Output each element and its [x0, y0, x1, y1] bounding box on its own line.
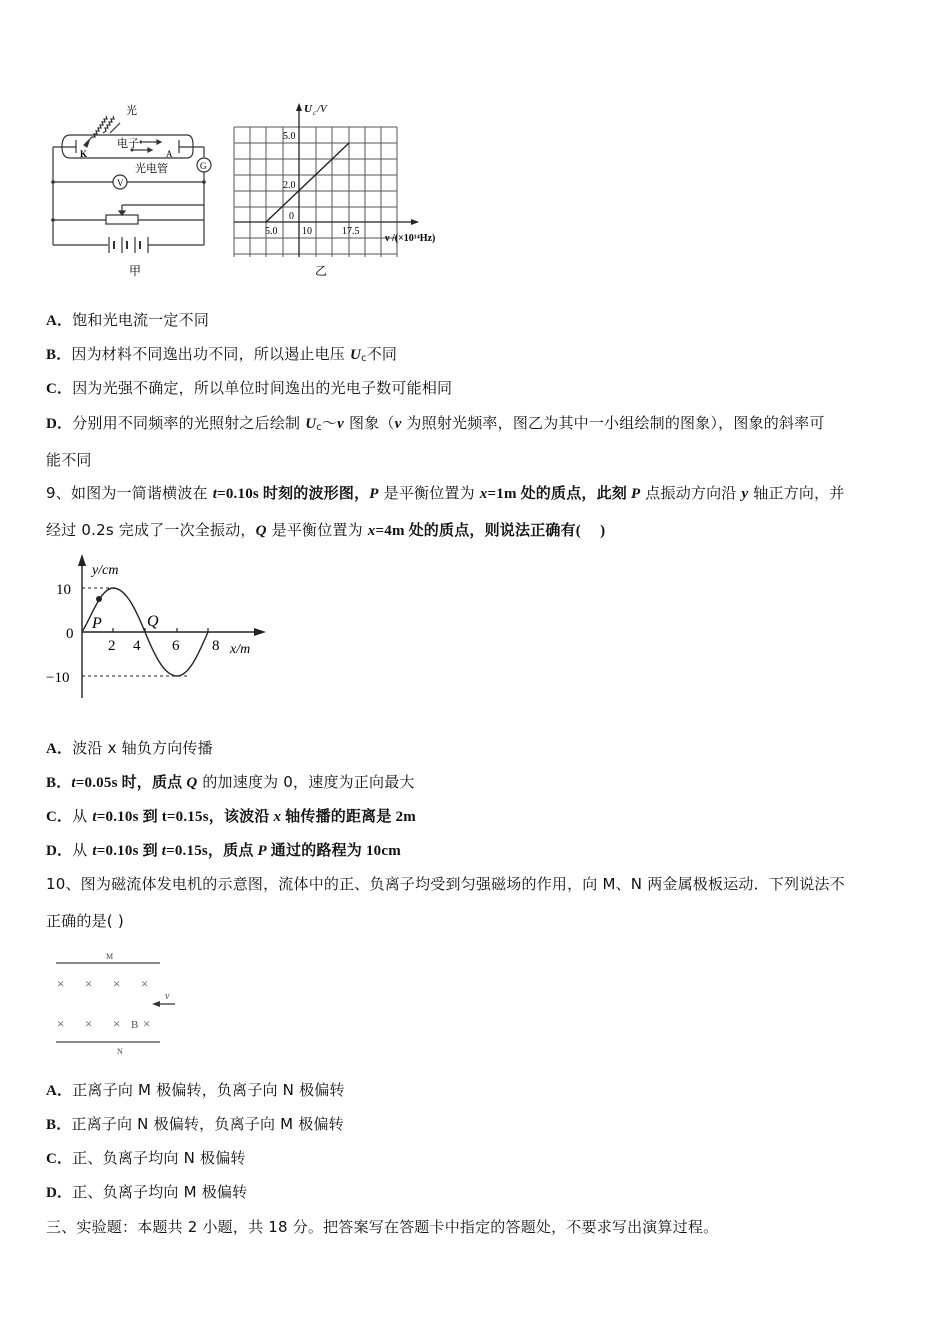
var-t: t — [161, 843, 167, 859]
figure-caption-yi: 乙 — [315, 264, 328, 278]
x-tick-6: 6 — [172, 638, 180, 654]
cross-icon: × — [85, 976, 93, 991]
y-axis-sub: c — [313, 109, 317, 117]
y-tick-5: 5.0 — [283, 131, 296, 142]
option-letter: D． — [46, 416, 73, 432]
option-text-end: 不同 — [366, 345, 398, 363]
option-text: 正、负离子均向 M 极偏转 — [72, 1183, 248, 1201]
q9-option-d — [46, 840, 401, 861]
text: 9、如图为一简谐横波在 — [46, 484, 213, 502]
option-letter: C． — [46, 381, 73, 397]
option-letter: D． — [46, 1185, 73, 1201]
text: 轴正方向，并 — [748, 484, 845, 502]
y-tick-neg10: −10 — [46, 670, 70, 686]
variable-u: U — [349, 347, 362, 363]
wave-diagram — [40, 550, 280, 700]
var-x: x — [367, 523, 376, 539]
voltmeter-label: V — [117, 178, 124, 188]
option-text: 饱和光电流一定不同 — [72, 311, 210, 329]
cross-icon: × — [141, 976, 149, 991]
option-text-mid: 图象（ — [344, 414, 395, 432]
x-tick-8: 8 — [212, 638, 220, 654]
point-p-marker — [96, 596, 102, 602]
option-text: 因为光强不确定，所以单位时间逸出的光电子数可能相同 — [72, 379, 453, 397]
option-text: 正、负离子均向 N 极偏转 — [72, 1149, 246, 1167]
origin-label: 0 — [289, 211, 294, 222]
point-q-label: Q — [147, 613, 159, 630]
option-text: 从 — [72, 841, 93, 859]
option-text: =0.15s，质点 — [166, 843, 258, 859]
x-tick-4: 4 — [133, 638, 141, 654]
option-text: 正离子向 M 极偏转，负离子向 N 极偏转 — [72, 1081, 345, 1099]
q9-stem-line2 — [46, 520, 605, 541]
uc-graph-svg — [225, 95, 465, 285]
text: =0.10s 时刻的波形图， — [217, 486, 370, 502]
arrow-left-icon — [152, 1001, 160, 1007]
figure-caption-jia: 甲 — [129, 264, 142, 278]
x-tick-5: 5.0 — [265, 226, 278, 237]
x-axis-label: ν /(×10¹⁴Hz) — [385, 233, 436, 244]
cross-icon: × — [85, 1016, 93, 1031]
q10-option-c — [46, 1148, 246, 1169]
var-q: Q — [186, 775, 198, 791]
y-tick-2: 2.0 — [283, 180, 296, 191]
option-letter: D． — [46, 843, 73, 859]
var-t: t — [71, 775, 76, 791]
option-letter: A． — [46, 741, 73, 757]
var-t: t — [212, 486, 218, 502]
option-text: 正离子向 N 极偏转，负离子向 M 极偏转 — [71, 1115, 344, 1133]
tilde: ～ — [321, 414, 338, 432]
subscript-c: c — [361, 353, 367, 364]
cross-icon: × — [143, 1016, 151, 1031]
cross-icon: × — [113, 1016, 121, 1031]
var-t: t — [92, 843, 97, 859]
option-letter: C． — [46, 809, 73, 825]
option-text: 通过的路程为 10cm — [266, 843, 401, 859]
x-tick-2: 2 — [108, 638, 116, 654]
subscript-c: c — [316, 422, 322, 433]
option-letter: B． — [46, 347, 72, 363]
anode-label: A — [166, 149, 173, 159]
text: 是平衡位置为 — [266, 521, 368, 539]
cross-icon: × — [57, 976, 65, 991]
option-letter: C． — [46, 1151, 73, 1167]
variable-u: U — [305, 416, 317, 432]
var-y: y — [741, 486, 749, 502]
wave-svg — [40, 550, 280, 700]
var-x: x — [273, 809, 282, 825]
galvanometer-label: G — [200, 161, 207, 171]
mhd-svg — [40, 940, 190, 1065]
y-axis-label: y/cm — [92, 563, 119, 578]
tube-label: 光电管 — [135, 163, 168, 175]
option-text: =0.05s 时，质点 — [75, 775, 187, 791]
q10-option-a — [46, 1080, 345, 1101]
text: =1m 处的质点，此刻 — [487, 486, 631, 502]
var-p: P — [369, 486, 379, 502]
electron-label: 电子 — [117, 138, 139, 150]
plate-n-label: N — [117, 1047, 123, 1056]
y-axis-label: U — [304, 103, 312, 115]
option-text: =0.10s 到 t=0.15s，该波沿 — [96, 809, 274, 825]
q8-option-b — [46, 344, 397, 369]
x-axis-label: x/m — [230, 642, 251, 657]
var-x: x — [479, 486, 488, 502]
x-tick-17-5: 17.5 — [342, 226, 360, 237]
option-text: 波沿 x 轴负方向传播 — [72, 739, 213, 757]
q9-option-a — [46, 738, 213, 759]
q10-stem-line1: 10、图为磁流体发电机的示意图，流体中的正、负离子均受到匀强磁场的作用，向 M、N 两金属极板运动．下列说法不 — [46, 875, 845, 893]
text: 经过 0.2s 完成了一次全振动， — [46, 521, 256, 539]
q9-option-c — [46, 806, 416, 827]
option-text: 因为材料不同逸出功不同，所以遏止电压 — [71, 345, 350, 363]
q8-option-d-line2: 能不同 — [46, 451, 92, 469]
q8-option-a — [46, 310, 209, 331]
q9-option-b — [46, 772, 415, 793]
option-text: 的加速度为 0，速度为正向最大 — [197, 773, 415, 791]
section-3-heading: 三、实验题：本题共 2 小题，共 18 分。把答案写在答题卡中指定的答题处，不要求写出演算过程。 — [46, 1218, 719, 1236]
option-letter: A． — [46, 313, 73, 329]
y-axis-unit: /V — [317, 103, 327, 115]
y-tick-0: 0 — [66, 626, 74, 642]
cathode-label: K — [80, 149, 88, 159]
field-b-label: B — [131, 1019, 139, 1031]
option-text: 轴传播的距离是 2m — [281, 809, 416, 825]
velocity-label: v — [165, 991, 170, 1002]
plate-m-label: M — [106, 952, 114, 961]
variable-v: v — [394, 416, 402, 432]
option-text-end: 为照射光频率，图乙为其中一小组绘制的图象），图象的斜率可 — [401, 414, 825, 432]
q10-stem-line2: 正确的是( ) — [46, 912, 124, 930]
var-p: P — [257, 843, 267, 859]
text: =4m 处的质点，则说法正确有( ) — [375, 523, 606, 539]
q8-option-c — [46, 378, 452, 399]
light-label: 光 — [126, 105, 137, 117]
q10-option-b — [46, 1114, 344, 1135]
cross-icon: × — [113, 976, 121, 991]
option-letter: A． — [46, 1083, 73, 1099]
option-text: =0.10s 到 — [96, 843, 162, 859]
y-tick-10: 10 — [56, 582, 71, 598]
var-p: P — [630, 486, 641, 502]
option-letter: B． — [46, 775, 72, 791]
option-text: 分别用不同频率的光照射之后绘制 — [72, 414, 306, 432]
mhd-generator-diagram — [40, 940, 190, 1065]
variable-v: v — [337, 416, 345, 432]
circuit-svg — [40, 95, 240, 285]
option-text: 从 — [72, 807, 93, 825]
uc-frequency-graph — [225, 95, 465, 285]
text: 点振动方向沿 — [640, 484, 742, 502]
option-letter: B． — [46, 1117, 72, 1133]
point-p-label: P — [92, 615, 102, 632]
x-tick-10: 10 — [302, 226, 312, 237]
uc-line — [266, 143, 349, 222]
var-q: Q — [255, 523, 267, 539]
var-t: t — [92, 809, 97, 825]
cross-icon: × — [57, 1016, 65, 1031]
text: 是平衡位置为 — [378, 484, 480, 502]
q8-option-d — [46, 413, 825, 438]
q9-stem-line1 — [46, 483, 845, 504]
q10-option-d — [46, 1182, 247, 1203]
circuit-diagram-jia — [40, 95, 240, 285]
